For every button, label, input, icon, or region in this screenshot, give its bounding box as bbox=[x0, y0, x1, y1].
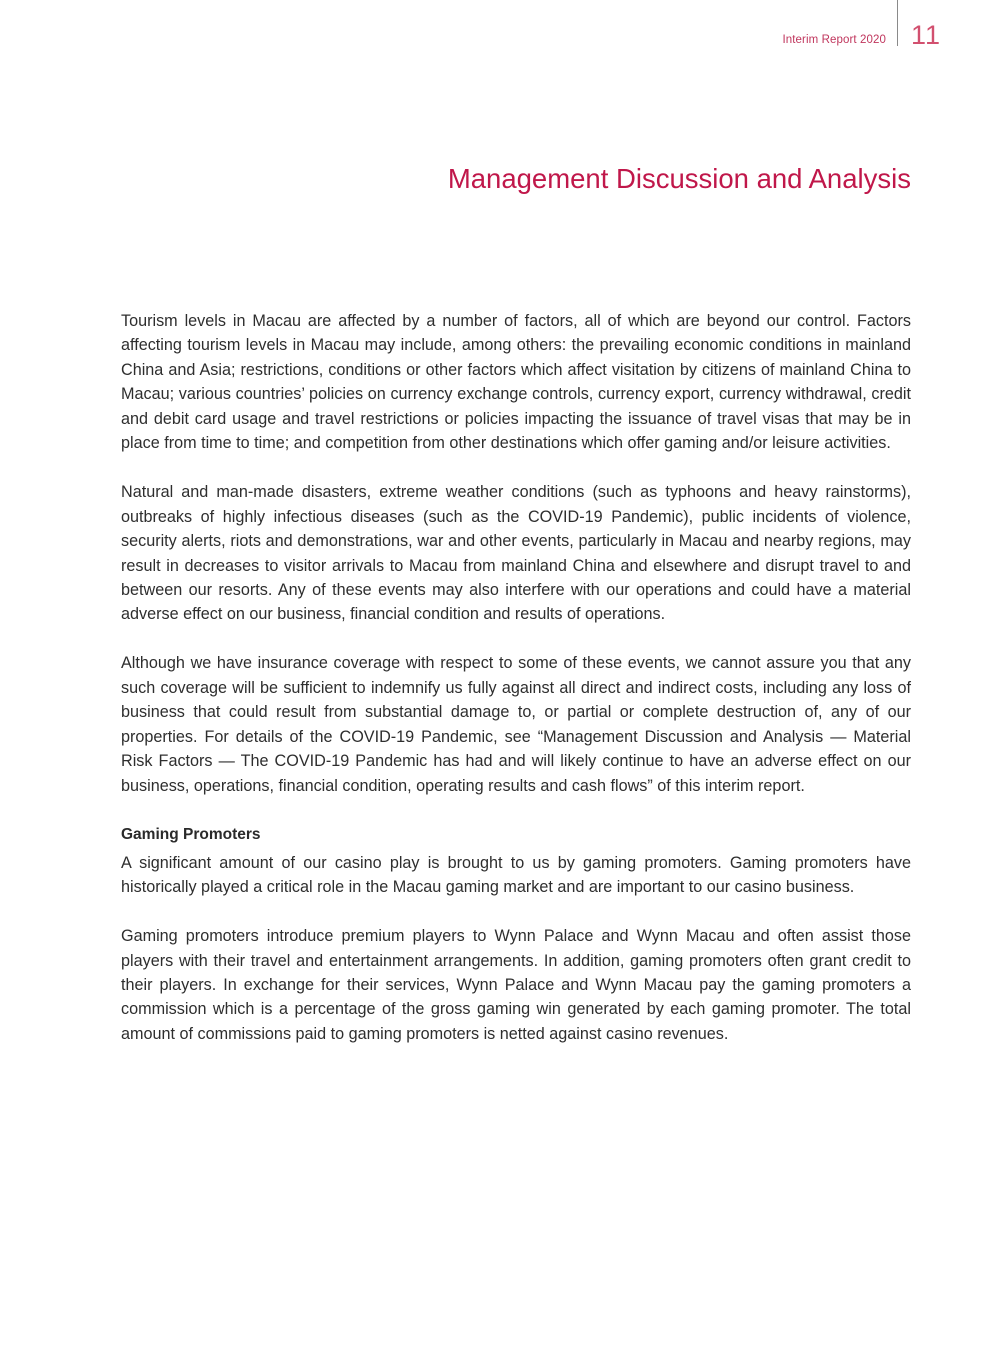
report-label: Interim Report 2020 bbox=[782, 34, 886, 46]
paragraph-gaming-promoters-role: A significant amount of our casino play is brought to us by gaming promoters. Gaming promoters have historically played a critical role in the Macau gaming market and are important to our casino business. bbox=[121, 853, 911, 897]
paragraph-gaming-promoters-commission: Gaming promoters introduce premium players to Wynn Palace and Wynn Macau and often assist those players with their travel and entertainment arrangements. In addition, gaming promoters often grant credit to their players. In exchange for their services, Wynn Palace and Wynn Macau pay the gaming promoters a commission which is a percentage of the gross gaming win generated by each gaming promoter. The total amount of commissions paid to gaming promoters is netted against casino revenues. bbox=[121, 927, 911, 1043]
paragraph-tourism-factors: Tourism levels in Macau are affected by a number of factors, all of which are beyond our control. Factors affecting tourism levels in Macau may include, among others: the prevailing economic conditions in mainland China and Asia; restrictions, conditions or other factors which affect visitation by citizens of mainland China to Macau; various countries’ policies on currency exchange controls, currency export, currency withdrawal, credit and debit card usage and travel restrictions or policies impacting the issuance of travel visas that may be in place from time to time; and competition from other destinations which offer gaming and/or leisure activities. bbox=[121, 312, 911, 453]
section-gaming-promoters bbox=[121, 823, 911, 1047]
header-divider bbox=[897, 0, 898, 46]
body-content bbox=[121, 309, 911, 1071]
paragraph-insurance: Although we have insurance coverage with respect to some of these events, we cannot assure you that any such coverage will be sufficient to indemnify us fully against all direct and indirect costs, including any loss of business that could result from substantial damage to, or partial or complete destruction of, any of our properties. For details of the COVID-19 Pandemic, see “Management Discussion and Analysis — Material Risk Factors — The COVID-19 Pandemic has had and will likely continue to have an adverse effect on our business, operations, financial condition, operating results and cash flows” of this interim report. bbox=[121, 654, 911, 795]
paragraph-disasters: Natural and man-made disasters, extreme weather conditions (such as typhoons and heavy rainstorms), outbreaks of highly infectious diseases (such as the COVID-19 Pandemic), public incidents of violence, security alerts, riots and demonstrations, war and other events, particularly in Macau and nearby regions, may result in decreases to visitor arrivals to Macau from mainland China and elsewhere and disrupt travel to and between our resorts. Any of these events may also interfere with our operations and could have a material adverse effect on our business, financial condition and results of operations. bbox=[121, 483, 911, 624]
section-title: Management Discussion and Analysis bbox=[447, 163, 911, 194]
subheading-gaming-promoters: Gaming Promoters bbox=[121, 825, 261, 843]
page-number: 11 bbox=[911, 20, 942, 50]
